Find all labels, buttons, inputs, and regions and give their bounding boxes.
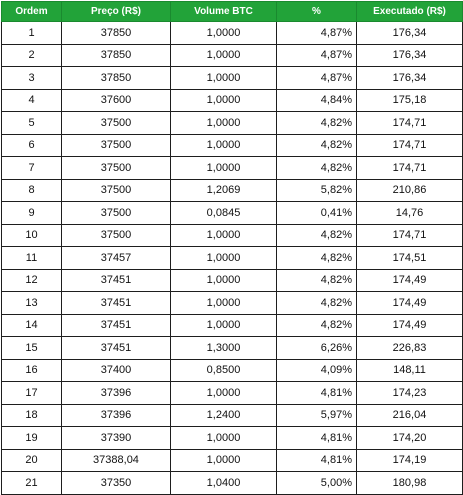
volume-btc-cell: 1,0000 — [171, 292, 277, 315]
ordem-cell: 21 — [2, 472, 62, 495]
ordem-cell: 16 — [2, 359, 62, 382]
percent-cell: 6,26% — [277, 337, 357, 360]
executado-cell: 174,71 — [357, 134, 463, 157]
orders-table — [1, 1, 463, 495]
executado-cell: 226,83 — [357, 337, 463, 360]
volume-btc-cell: 1,3000 — [171, 337, 277, 360]
executado-cell: 174,20 — [357, 427, 463, 450]
volume-btc-cell: 1,0400 — [171, 472, 277, 495]
preco-cell: 37850 — [62, 67, 171, 90]
volume-btc-cell: 1,0000 — [171, 427, 277, 450]
preco-cell: 37457 — [62, 247, 171, 270]
executado-cell: 174,19 — [357, 449, 463, 472]
table-row — [2, 382, 463, 405]
ordem-cell: 1 — [2, 22, 62, 45]
percent-cell: 4,87% — [277, 22, 357, 45]
preco-cell: 37451 — [62, 337, 171, 360]
preco-cell: 37500 — [62, 157, 171, 180]
volume-btc-cell: 1,0000 — [171, 22, 277, 45]
executado-cell: 216,04 — [357, 404, 463, 427]
header-row — [2, 2, 463, 22]
table-row — [2, 359, 463, 382]
volume-btc-cell: 1,2400 — [171, 404, 277, 427]
volume-btc-cell: 1,0000 — [171, 449, 277, 472]
percent-cell: 4,84% — [277, 89, 357, 112]
preco-cell: 37350 — [62, 472, 171, 495]
table-row — [2, 44, 463, 67]
preco-cell: 37500 — [62, 224, 171, 247]
preco-cell: 37396 — [62, 404, 171, 427]
table-body — [2, 22, 463, 495]
percent-cell: 4,82% — [277, 224, 357, 247]
preco-cell: 37500 — [62, 112, 171, 135]
header-executado: Executado (R$) — [357, 2, 463, 22]
table-row — [2, 337, 463, 360]
preco-cell: 37396 — [62, 382, 171, 405]
volume-btc-cell: 1,0000 — [171, 382, 277, 405]
volume-btc-cell: 1,0000 — [171, 89, 277, 112]
volume-btc-cell: 0,0845 — [171, 202, 277, 225]
preco-cell: 37451 — [62, 292, 171, 315]
header-percent: % — [277, 2, 357, 22]
table-row — [2, 314, 463, 337]
preco-cell: 37390 — [62, 427, 171, 450]
table-row — [2, 134, 463, 157]
ordem-cell: 2 — [2, 44, 62, 67]
table-row — [2, 269, 463, 292]
ordem-cell: 6 — [2, 134, 62, 157]
executado-cell: 176,34 — [357, 44, 463, 67]
header-ordem: Ordem — [2, 2, 62, 22]
ordem-cell: 13 — [2, 292, 62, 315]
table-row — [2, 179, 463, 202]
ordem-cell: 7 — [2, 157, 62, 180]
executado-cell: 148,11 — [357, 359, 463, 382]
volume-btc-cell: 1,0000 — [171, 134, 277, 157]
ordem-cell: 18 — [2, 404, 62, 427]
percent-cell: 4,81% — [277, 427, 357, 450]
table-row — [2, 157, 463, 180]
table-row — [2, 472, 463, 495]
volume-btc-cell: 1,0000 — [171, 314, 277, 337]
volume-btc-cell: 1,0000 — [171, 44, 277, 67]
percent-cell: 5,00% — [277, 472, 357, 495]
ordem-cell: 4 — [2, 89, 62, 112]
percent-cell: 4,81% — [277, 449, 357, 472]
ordem-cell: 14 — [2, 314, 62, 337]
executado-cell: 175,18 — [357, 89, 463, 112]
percent-cell: 4,81% — [277, 382, 357, 405]
volume-btc-cell: 1,2069 — [171, 179, 277, 202]
table-row — [2, 202, 463, 225]
table-row — [2, 427, 463, 450]
table-row — [2, 22, 463, 45]
volume-btc-cell: 1,0000 — [171, 67, 277, 90]
executado-cell: 174,49 — [357, 314, 463, 337]
percent-cell: 4,82% — [277, 134, 357, 157]
ordem-cell: 19 — [2, 427, 62, 450]
ordem-cell: 8 — [2, 179, 62, 202]
percent-cell: 4,82% — [277, 157, 357, 180]
header-volume-btc: Volume BTC — [171, 2, 277, 22]
percent-cell: 4,87% — [277, 67, 357, 90]
ordem-cell: 3 — [2, 67, 62, 90]
executado-cell: 174,49 — [357, 292, 463, 315]
ordem-cell: 5 — [2, 112, 62, 135]
preco-cell: 37600 — [62, 89, 171, 112]
executado-cell: 174,71 — [357, 224, 463, 247]
percent-cell: 4,82% — [277, 247, 357, 270]
table-row — [2, 89, 463, 112]
table-row — [2, 67, 463, 90]
executado-cell: 174,71 — [357, 112, 463, 135]
table-row — [2, 449, 463, 472]
volume-btc-cell: 1,0000 — [171, 224, 277, 247]
executado-cell: 174,51 — [357, 247, 463, 270]
header-preco: Preço (R$) — [62, 2, 171, 22]
table-row — [2, 404, 463, 427]
executado-cell: 176,34 — [357, 22, 463, 45]
executado-cell: 174,23 — [357, 382, 463, 405]
percent-cell: 0,41% — [277, 202, 357, 225]
volume-btc-cell: 1,0000 — [171, 269, 277, 292]
preco-cell: 37451 — [62, 269, 171, 292]
percent-cell: 4,82% — [277, 292, 357, 315]
executado-cell: 14,76 — [357, 202, 463, 225]
executado-cell: 174,49 — [357, 269, 463, 292]
preco-cell: 37500 — [62, 202, 171, 225]
preco-cell: 37500 — [62, 179, 171, 202]
ordem-cell: 15 — [2, 337, 62, 360]
percent-cell: 4,09% — [277, 359, 357, 382]
volume-btc-cell: 1,0000 — [171, 112, 277, 135]
percent-cell: 5,82% — [277, 179, 357, 202]
percent-cell: 5,97% — [277, 404, 357, 427]
preco-cell: 37850 — [62, 22, 171, 45]
ordem-cell: 11 — [2, 247, 62, 270]
executado-cell: 180,98 — [357, 472, 463, 495]
preco-cell: 37500 — [62, 134, 171, 157]
volume-btc-cell: 1,0000 — [171, 157, 277, 180]
ordem-cell: 20 — [2, 449, 62, 472]
ordem-cell: 17 — [2, 382, 62, 405]
preco-cell: 37850 — [62, 44, 171, 67]
volume-btc-cell: 0,8500 — [171, 359, 277, 382]
preco-cell: 37388,04 — [62, 449, 171, 472]
table-row — [2, 292, 463, 315]
executado-cell: 174,71 — [357, 157, 463, 180]
volume-btc-cell: 1,0000 — [171, 247, 277, 270]
table-row — [2, 224, 463, 247]
percent-cell: 4,82% — [277, 314, 357, 337]
ordem-cell: 12 — [2, 269, 62, 292]
table-row — [2, 247, 463, 270]
preco-cell: 37400 — [62, 359, 171, 382]
table-row — [2, 112, 463, 135]
percent-cell: 4,87% — [277, 44, 357, 67]
executado-cell: 210,86 — [357, 179, 463, 202]
executado-cell: 176,34 — [357, 67, 463, 90]
ordem-cell: 9 — [2, 202, 62, 225]
percent-cell: 4,82% — [277, 269, 357, 292]
preco-cell: 37451 — [62, 314, 171, 337]
ordem-cell: 10 — [2, 224, 62, 247]
percent-cell: 4,82% — [277, 112, 357, 135]
